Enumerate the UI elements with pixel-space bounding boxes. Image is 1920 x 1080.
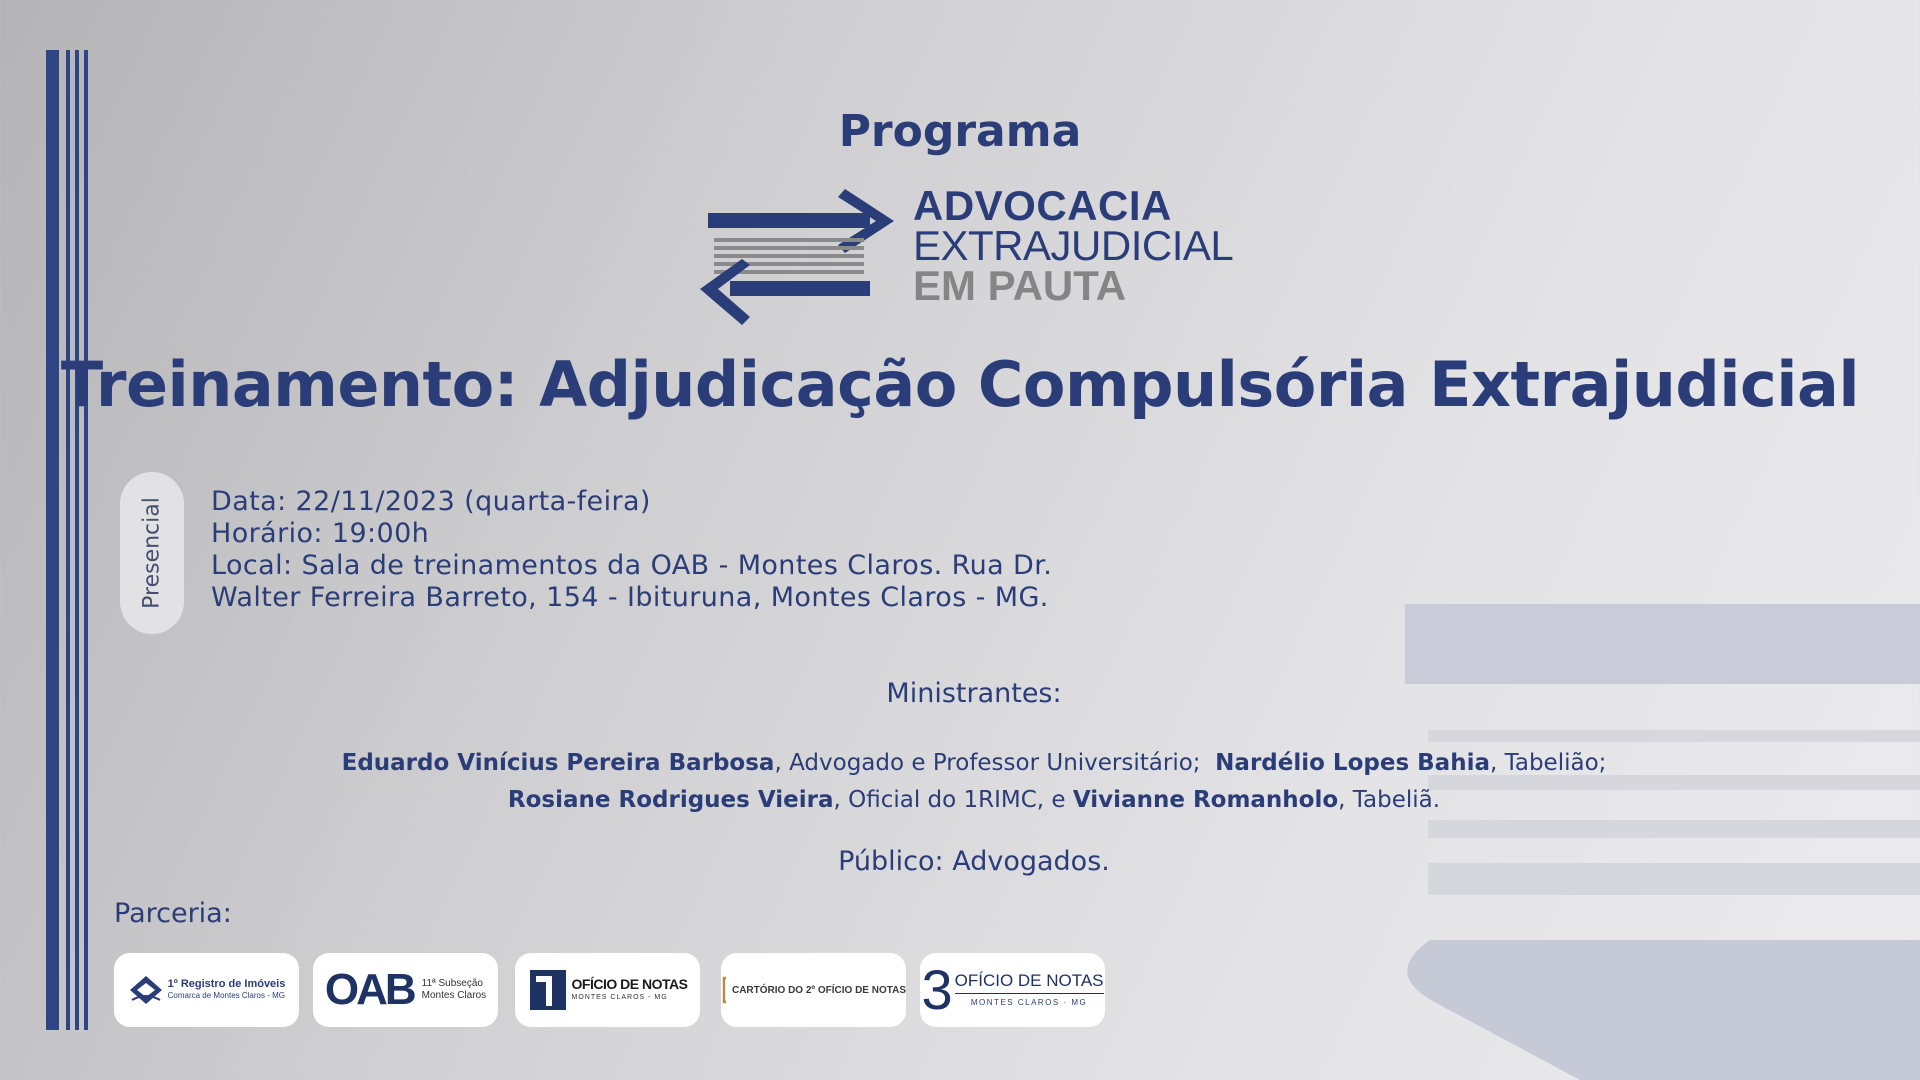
speakers-line-2 xyxy=(0,782,1920,819)
speaker-name: Nardélio Lopes Bahia xyxy=(1215,750,1490,776)
speaker-name: Vivianne Romanholo xyxy=(1072,787,1339,813)
partner-card-cartorio-2 xyxy=(721,953,906,1027)
event-time: Horário: 19:00h xyxy=(211,518,430,549)
logo-line-3: EM PAUTA xyxy=(913,262,1127,309)
page-title: Treinamento: Adjudicação Compulsória Extrajudicial xyxy=(60,348,1860,421)
deco-stripe-2 xyxy=(1428,730,1920,742)
speaker-role: , Oficial do 1RIMC, e xyxy=(833,787,1073,813)
partner-title: OFÍCIO DE NOTAS xyxy=(571,976,688,992)
cartorio-logo-icon xyxy=(721,975,726,1005)
left-bar-thin-3 xyxy=(84,50,88,1030)
deco-stripe-1 xyxy=(1405,604,1920,684)
partner-card-oficio-1 xyxy=(515,953,700,1027)
speakers-line-1 xyxy=(0,745,1920,782)
speaker-role: , Advogado e Professor Universitário; xyxy=(774,750,1216,776)
speaker-role: , Tabelião; xyxy=(1489,750,1607,776)
partner-card-oab xyxy=(313,953,498,1027)
program-logo xyxy=(700,182,1234,330)
oficio-1-logo-icon xyxy=(528,968,568,1012)
partner-subtitle: MONTES CLAROS - MG xyxy=(571,994,668,1001)
event-location-1: Local: Sala de treinamentos da OAB - Montes Claros. Rua Dr. xyxy=(211,550,1053,581)
speakers-heading: Ministrantes: xyxy=(886,678,1062,709)
audience: Público: Advogados. xyxy=(838,846,1110,877)
speaker-role: , Tabeliã. xyxy=(1338,787,1441,813)
logo-line-2: EXTRAJUDICIAL xyxy=(913,222,1234,269)
partners-heading: Parceria: xyxy=(114,898,232,929)
partner-title: CARTÓRIO DO 2º OFÍCIO DE NOTAS xyxy=(731,984,906,996)
left-bar-thin-2 xyxy=(75,50,79,1030)
registro-logo-icon xyxy=(128,974,164,1006)
left-bar-thin-1 xyxy=(66,50,70,1030)
partner-subtitle: MONTES CLAROS · MG xyxy=(970,998,1088,1007)
mode-badge-label: Presencial xyxy=(139,497,165,609)
oficio-3-number: 3 xyxy=(921,958,953,1021)
partner-subtitle: Montes Claros xyxy=(421,990,487,1001)
oab-logo-icon: OAB xyxy=(324,965,414,1014)
speakers-list xyxy=(0,745,1920,819)
deco-stripe-4 xyxy=(1428,820,1920,838)
deco-arrow-shape xyxy=(1370,935,1920,1080)
mode-badge xyxy=(120,472,184,634)
event-info xyxy=(211,486,1052,614)
partner-card-registro xyxy=(114,953,299,1027)
event-date: Data: 22/11/2023 (quarta-feira) xyxy=(211,486,651,517)
partner-subtitle: 11ª Subseção xyxy=(421,978,483,989)
logo-line-1: ADVOCACIA xyxy=(913,182,1172,229)
speaker-name: Rosiane Rodrigues Vieira xyxy=(507,787,834,813)
program-label: Programa xyxy=(838,106,1082,157)
arrows-icon xyxy=(700,185,900,330)
partner-subtitle: Comarca de Montes Claros - MG xyxy=(167,991,285,1000)
event-location-2: Walter Ferreira Barreto, 154 - Ibituruna, Montes Claros - MG. xyxy=(211,582,1049,613)
partner-title: 1º Registro de Imóveis xyxy=(167,978,286,990)
partner-card-oficio-3 xyxy=(920,953,1105,1027)
speaker-name: Eduardo Vinícius Pereira Barbosa xyxy=(341,750,775,776)
partner-title: OFÍCIO DE NOTAS xyxy=(955,971,1104,994)
left-bar-thick xyxy=(46,50,59,1030)
